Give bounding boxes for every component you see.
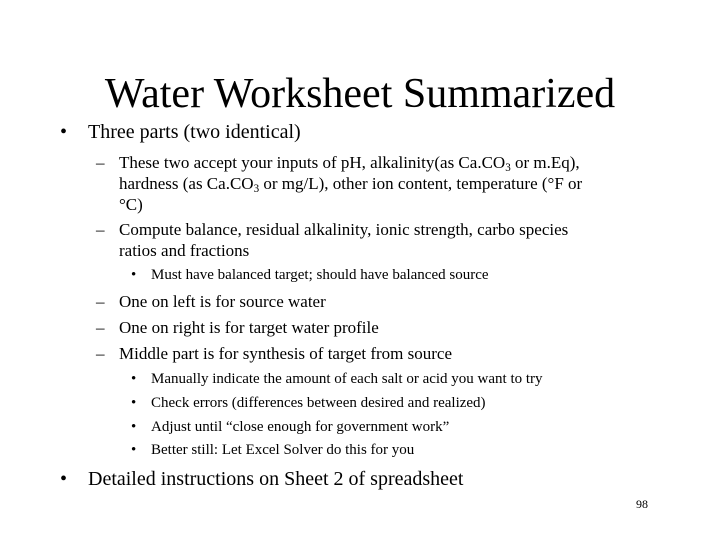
- slide-title: Water Worksheet Summarized: [104, 71, 616, 117]
- bullet-text: Three parts (two identical): [88, 121, 301, 143]
- sub-bullet-text-line1: Compute balance, residual alkalinity, ionic strength, carbo species: [119, 220, 569, 239]
- sub-bullet-text-line2: ratios and fractions: [119, 241, 250, 260]
- bullet-marker: •: [131, 267, 137, 283]
- sub-bullet-text-line2: [119, 173, 582, 194]
- sub-sub-bullet-text: Check errors (differences between desired and realized): [151, 395, 486, 411]
- text-run: These two accept your inputs of pH, alkalinity(as Ca.CO: [119, 153, 506, 172]
- dash-marker: –: [96, 220, 105, 239]
- bullet-marker: •: [60, 121, 68, 143]
- page-number: 98: [636, 497, 648, 511]
- subscript: 3: [505, 161, 511, 174]
- dash-marker: –: [96, 292, 105, 311]
- sub-sub-bullet-text: Must have balanced target; should have balanced source: [151, 267, 489, 283]
- bullet-marker: •: [131, 442, 137, 458]
- text-run: or m.Eq),: [510, 153, 580, 172]
- bullet-text: Detailed instructions on Sheet 2 of spreadsheet: [88, 468, 464, 490]
- sub-bullet-text: Middle part is for synthesis of target from source: [119, 344, 453, 363]
- dash-marker: –: [96, 318, 105, 337]
- dash-marker: –: [96, 344, 105, 363]
- text-run: hardness (as Ca.CO: [119, 174, 254, 193]
- text-run: or mg/L), other ion content, temperature (°F or: [259, 174, 583, 193]
- sub-bullet-text: One on left is for source water: [119, 292, 326, 311]
- sub-bullet-text-line3: °C): [119, 195, 143, 214]
- sub-bullet-text: One on right is for target water profile: [119, 318, 379, 337]
- subscript: 3: [253, 182, 260, 195]
- bullet-marker: •: [131, 419, 137, 435]
- dash-marker: –: [96, 153, 105, 172]
- bullet-marker: •: [60, 468, 68, 490]
- sub-sub-bullet-text: Manually indicate the amount of each salt or acid you want to try: [151, 371, 543, 387]
- bullet-marker: •: [131, 395, 137, 411]
- sub-bullet-text-line1: [119, 152, 580, 173]
- bullet-marker: •: [131, 371, 137, 387]
- sub-sub-bullet-text: Better still: Let Excel Solver do this for you: [151, 442, 415, 458]
- sub-sub-bullet-text: Adjust until “close enough for government work”: [151, 419, 450, 435]
